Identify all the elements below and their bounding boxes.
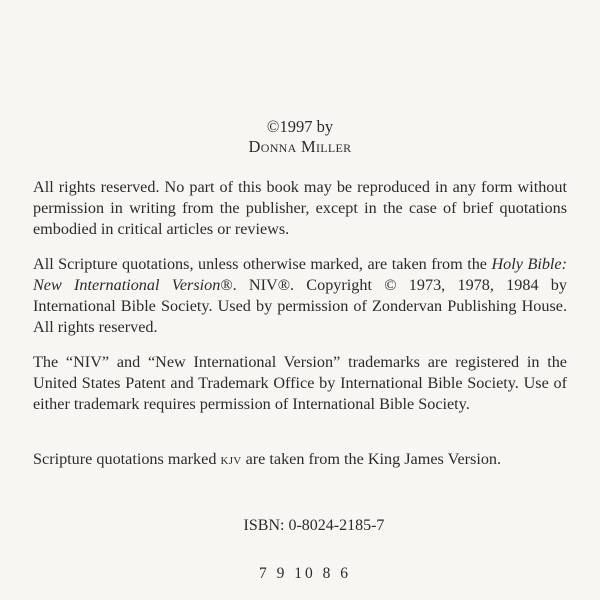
isbn: ISBN: 0-8024-2185-7	[243, 517, 385, 534]
kjv-abbr: kjv	[220, 450, 242, 468]
copyright-notice	[0, 117, 600, 157]
printing-number: 7 9 10 8 6	[259, 565, 351, 582]
kjv-paragraph	[33, 449, 567, 470]
kjv-pre: Scripture quotations marked	[33, 450, 221, 468]
trademark-paragraph: The “NIV” and “New International Version” trademarks are registered in the United States Patent and Trademark Office by International Bible Society. Use of either trademark requires permission of International Bible Society.	[33, 353, 567, 413]
author-name: Donna Miller	[248, 137, 352, 156]
bible-title: Holy Bible: New International Version	[33, 255, 567, 294]
scripture-paragraph	[33, 254, 567, 338]
scripture-pre: All Scripture quotations, unless otherwise marked, are taken from the	[33, 255, 492, 273]
kjv-post: are taken from the King James Version.	[241, 450, 502, 468]
scripture-post: ®. NIV®. Copyright © 1973, 1978, 1984 by International Bible Society. Used by permission of Zondervan Publishing House. All rights reserved.	[33, 276, 567, 336]
rights-paragraph: All rights reserved. No part of this book may be reproduced in any form without permission in writing from the publisher, except in the case of brief quotations embodied in critical articles or reviews.	[33, 178, 567, 238]
copyright-year: ©1997 by	[266, 117, 334, 136]
